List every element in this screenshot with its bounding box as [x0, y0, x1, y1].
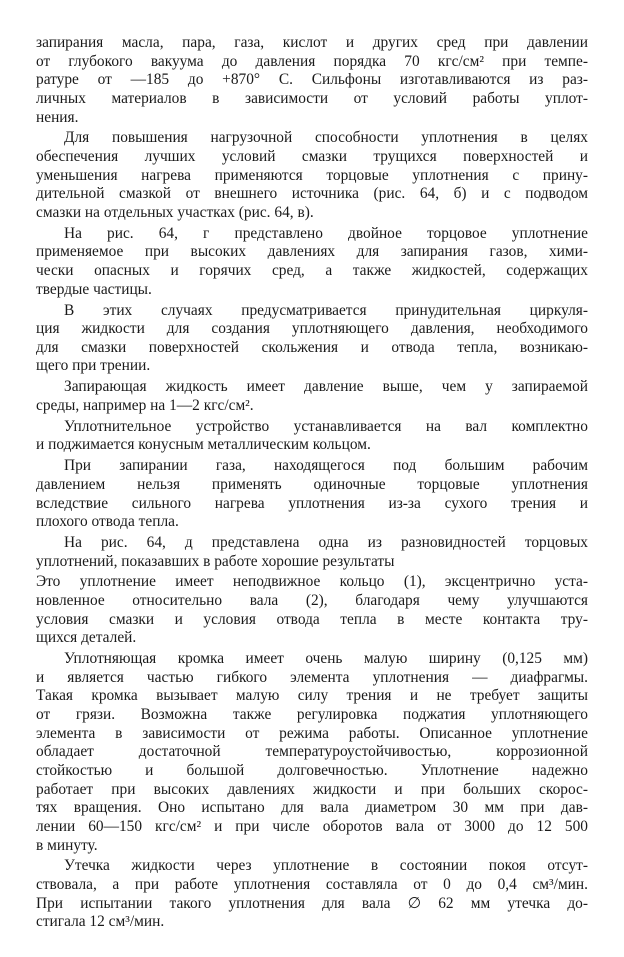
paragraph [36, 34, 588, 127]
text-line: и поджимается конусным металлическим кольцом. [36, 436, 371, 454]
text-line: В этих случаях предусматривается принудительная циркуля- [64, 301, 588, 319]
paragraph [36, 302, 588, 377]
text-line: и является частью гибкого элемента уплотнения — диафрагмы. [36, 668, 588, 686]
text-line: твердые частицы. [36, 280, 152, 298]
text-line: новленное относительно вала (2), благодаря чему улучшаются [36, 592, 588, 610]
paragraph [36, 857, 588, 932]
text-line: ствовала, а при работе уплотнения составляла от 0 до 0,4 см³/мин. [36, 876, 588, 894]
paragraph [36, 650, 588, 855]
text-line: стигала 12 см³/мин. [36, 913, 165, 931]
paragraph [36, 457, 588, 532]
paragraph [36, 573, 588, 648]
text-line: уплотнений, показавших в работе хорошие результаты [36, 552, 395, 570]
text-line: Для повышения нагрузочной способности уплотнения в целях [64, 129, 588, 147]
text-line: уменьшения нагрева применяются торцовые уплотнения с прину- [36, 166, 588, 184]
text-line: плохого отвода тепла. [36, 513, 179, 531]
paragraph [36, 378, 588, 415]
text-line: личных материалов в зависимости от условий работы уплот- [36, 89, 588, 107]
text-line: условия смазки и условия отвода тепла в месте контакта тру- [36, 610, 588, 628]
text-line: среды, например на 1—2 кгс/см². [36, 396, 254, 414]
paragraph [36, 225, 588, 300]
paragraph [36, 129, 588, 222]
text-line: запирания масла, пара, газа, кислот и других сред при давлении [36, 34, 588, 51]
text-line: обладает достаточной температуроустойчивостью, коррозионной [36, 743, 588, 761]
text-line: Это уплотнение имеет неподвижное кольцо (1), эксцентрично уста- [36, 573, 588, 591]
text-line: щего при трении. [36, 357, 151, 375]
text-line: работает при высоких давлениях жидкости и при больших скорос- [36, 780, 588, 798]
text-line: На рис. 64, д представлена одна из разновидностей торцовых [64, 533, 588, 551]
text-line: ция жидкости для создания уплотняющего давления, необходимого [36, 320, 588, 338]
text-line: нения. [36, 108, 79, 126]
page-text-body [36, 34, 588, 934]
text-line: лении 60—150 кгс/см² и при числе оборотов вала от 3000 до 12 500 [36, 817, 588, 835]
text-line: Утечка жидкости через уплотнение в состоянии покоя отсут- [64, 857, 588, 875]
text-line: При испытании такого уплотнения для вала ∅ 62 мм утечка до- [36, 894, 588, 912]
text-line: Запирающая жидкость имеет давление выше, чем у запираемой [64, 378, 588, 396]
paragraph [36, 534, 588, 571]
text-line: Такая кромка вызывает малую силу трения и не требует защиты [36, 687, 588, 705]
text-line: дительной смазкой от внешнего источника (рис. 64, б) и с подводом [36, 185, 588, 203]
text-line: элемента в зависимости от режима работы. Описанное уплотнение [36, 724, 588, 742]
text-line: применяемое при высоких давлениях для запирания газов, хими- [36, 243, 588, 261]
text-line: При запирании газа, находящегося под большим рабочим [64, 457, 588, 475]
text-line: ратуре от —185 до +870° С. Сильфоны изготавливаются из раз- [36, 71, 588, 89]
text-line: Уплотняющая кромка имеет очень малую ширину (0,125 мм) [64, 650, 588, 668]
text-line: в минуту. [36, 836, 98, 854]
text-line: давлением нельзя применять одиночные торцовые уплотнения [36, 475, 588, 493]
text-line: от глубокого вакуума до давления порядка 70 кгс/см² при темпе- [36, 52, 588, 70]
text-line: смазки на отдельных участках (рис. 64, в). [36, 203, 314, 221]
text-line: На рис. 64, г представлено двойное торцовое уплотнение [64, 224, 588, 242]
text-line: Уплотнительное устройство устанавливается на вал комплектно [64, 417, 588, 435]
text-line: стойкостью и большой долговечностью. Уплотнение надежно [36, 762, 588, 780]
text-line: щихся деталей. [36, 629, 137, 647]
paragraph [36, 418, 588, 455]
text-line: чески опасных и горячих сред, а также жидкостей, содержащих [36, 262, 588, 280]
text-line: тях вращения. Оно испытано для вала диаметром 30 мм при дав- [36, 799, 588, 817]
text-line: обеспечения лучших условий смазки трущихся поверхностей и [36, 148, 588, 166]
text-line: от грязи. Возможна также регулировка поджатия уплотняющего [36, 706, 588, 724]
text-line: для смазки поверхностей скольжения и отвода тепла, возникаю- [36, 338, 588, 356]
text-line: вследствие сильного нагрева уплотнения из-за сухого трения и [36, 494, 588, 512]
